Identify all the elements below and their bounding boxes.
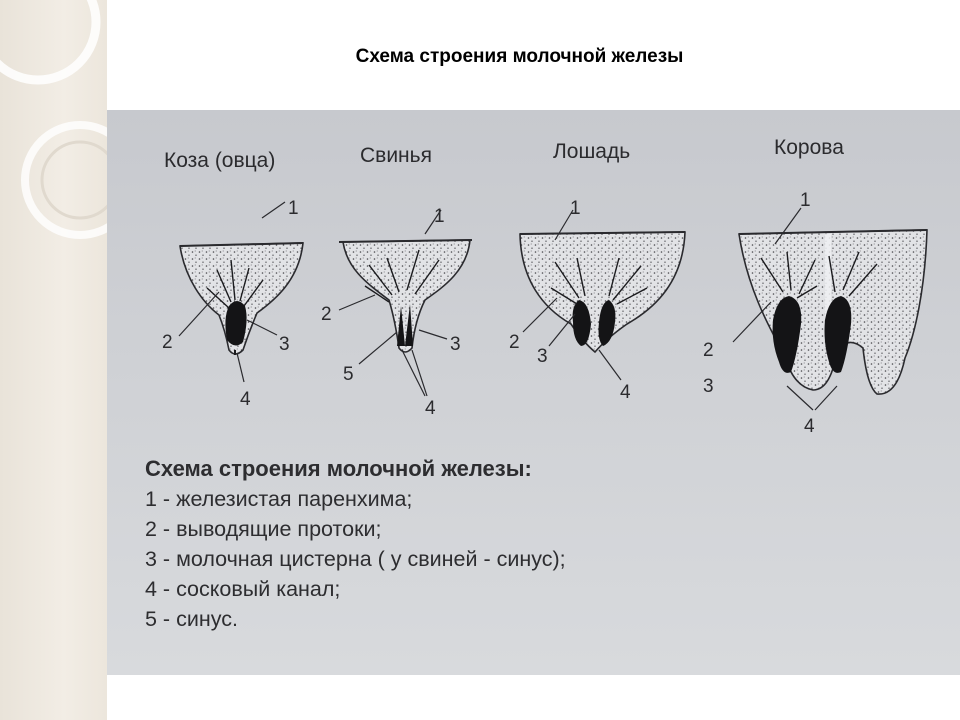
decorative-side-panel (0, 0, 107, 720)
horse-udder-diagram (509, 140, 685, 403)
label-2: 2 (703, 340, 714, 361)
legend (145, 454, 765, 634)
label-2: 2 (321, 304, 332, 325)
label-1: 1 (800, 190, 811, 211)
label-4: 4 (804, 416, 815, 437)
label-1: 1 (288, 198, 299, 219)
label-4: 4 (240, 389, 251, 410)
label-2: 2 (509, 332, 520, 353)
label-4: 4 (620, 382, 631, 403)
diagram-photo (107, 110, 960, 675)
label-2: 2 (162, 332, 173, 353)
label-3: 3 (703, 376, 714, 397)
legend-item: 2 - выводящие протоки; (145, 517, 382, 541)
pig-udder-diagram (321, 144, 472, 419)
goat-udder-diagram (162, 149, 303, 410)
label-5: 5 (343, 364, 354, 385)
legend-item: 5 - синус. (145, 607, 238, 631)
legend-item: 3 - молочная цистерна ( у свиней - синус); (145, 547, 566, 571)
diagram-title: Лошадь (553, 140, 631, 163)
label-3: 3 (537, 346, 548, 367)
diagram-title: Корова (774, 136, 844, 159)
legend-title: Схема строения молочной железы: (145, 456, 532, 481)
label-3: 3 (450, 334, 461, 355)
label-4: 4 (425, 398, 436, 419)
diagram-title: Коза (овца) (164, 149, 276, 172)
legend-item: 4 - сосковый канал; (145, 577, 341, 601)
diagram-title: Свинья (360, 144, 432, 167)
legend-item: 1 - железистая паренхима; (145, 487, 413, 511)
cow-udder-diagram (703, 136, 927, 437)
label-1: 1 (570, 198, 581, 219)
label-3: 3 (279, 334, 290, 355)
label-1: 1 (434, 206, 445, 227)
slide-title: Схема строения молочной железы (355, 46, 684, 67)
decorative-circles-icon (0, 0, 107, 720)
